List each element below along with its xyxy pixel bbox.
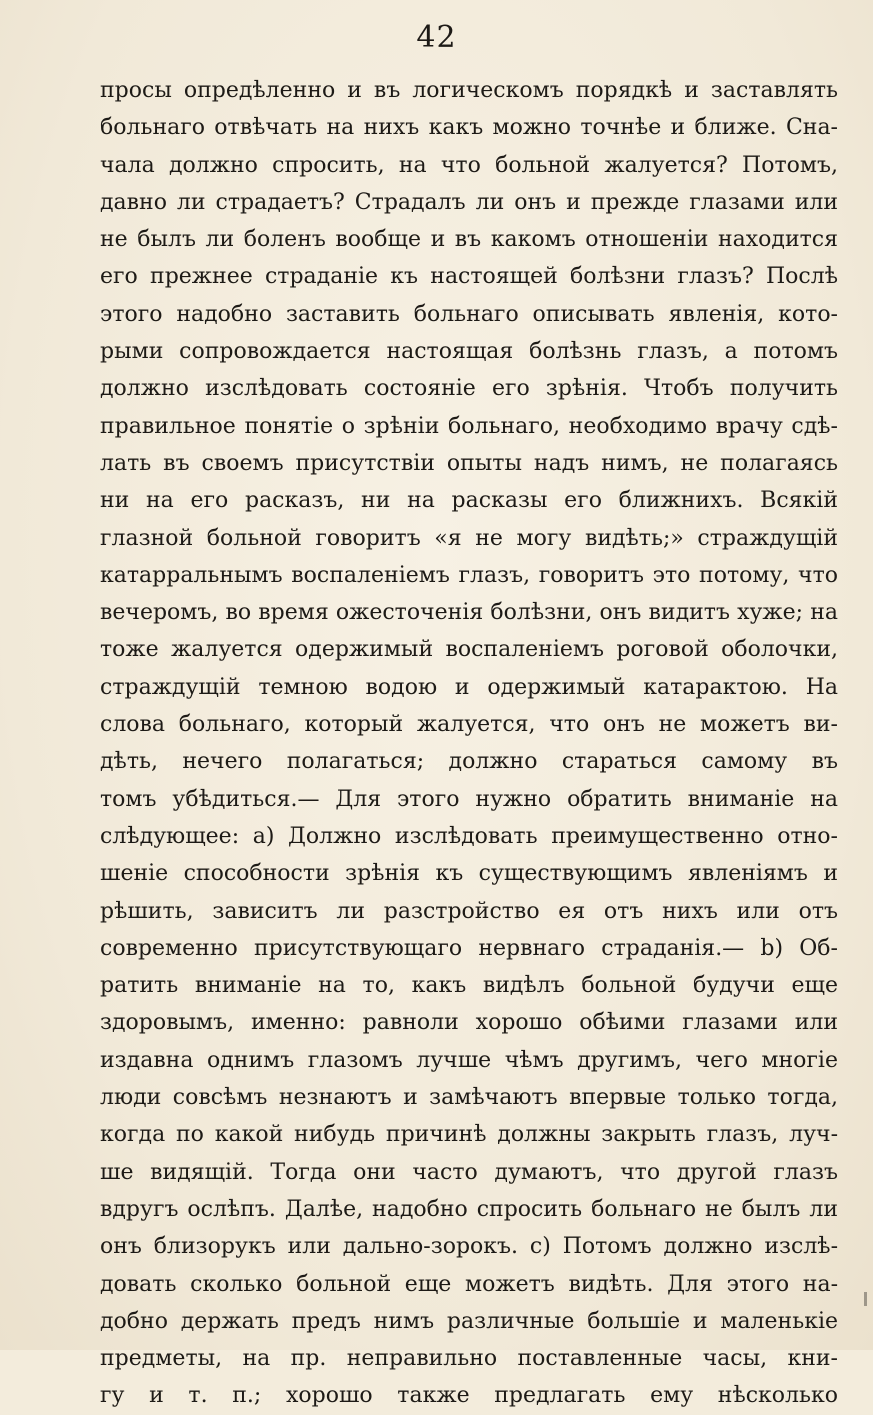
text-line: современно присутствующаго нервнаго страданія.— b) Об- <box>100 935 838 961</box>
text-line: ни на его расказъ, ни на расказы его ближнихъ. Всякій <box>100 488 838 514</box>
text-line: томъ убѣдиться.— Для этого нужно обратить вниманіе на <box>100 786 838 812</box>
text-line: тоже жалуется одержимый воспаленіемъ роговой оболочки, <box>100 637 838 663</box>
text-line: издавна однимъ глазомъ лучше чѣмъ другимъ, чего многіе <box>100 1047 838 1073</box>
text-line: дѣть, нечего полагаться; должно стараться самому въ <box>100 749 838 775</box>
text-line: глазной больной говоритъ «я не могу видѣть;» страждущій <box>100 525 838 551</box>
text-line: люди совсѣмъ незнаютъ и замѣчаютъ впервые только тогда, <box>100 1085 838 1111</box>
text-line: предметы, на пр. неправильно поставленные часы, кни- <box>100 1346 838 1372</box>
text-line: не былъ ли боленъ вообще и въ какомъ отношеніи находится <box>100 227 838 253</box>
text-line: ше видящій. Тогда они часто думаютъ, что другой глазъ <box>100 1159 838 1185</box>
page-text <box>100 72 838 1415</box>
text-line: рыми сопровождается настоящая болѣзнь глазъ, а потомъ <box>100 339 838 365</box>
text-line: просы опредѣленно и въ логическомъ порядкѣ и заставлять <box>100 78 838 103</box>
text-line: его прежнее страданіе къ настоящей болѣзни глазъ? Послѣ <box>100 264 838 290</box>
text-line: шеніе способности зрѣнія къ существующимъ явленіямъ и <box>100 861 838 887</box>
text-line: слова больнаго, который жалуется, что онъ не можетъ ви- <box>100 712 838 738</box>
text-line: здоровымъ, именно: равноли хорошо обѣими глазами или <box>100 1010 838 1036</box>
text-line: страждущій темною водою и одержимый катарактою. На <box>100 674 838 700</box>
text-line: лать въ своемъ присутствіи опыты надъ нимъ, не полагаясь <box>100 450 838 476</box>
text-line: больнаго отвѣчать на нихъ какъ можно точнѣе и ближе. Сна- <box>100 115 838 141</box>
text-line: добно держать предъ нимъ различные большіе и маленькіе <box>100 1308 838 1334</box>
text-line: гу и т. п.; хорошо также предлагать ему нѣсколько <box>100 1383 838 1409</box>
text-line: должно изслѣдовать состояніе его зрѣнія. Чтобъ получить <box>100 376 838 402</box>
text-line: довать сколько больной еще можетъ видѣть. Для этого на- <box>100 1271 838 1297</box>
text-line: правильное понятіе о зрѣніи больнаго, необходимо врачу сдѣ- <box>100 413 838 439</box>
text-line: чала должно спросить, на что больной жалуется? Потомъ, <box>100 152 838 178</box>
text-line: катарральнымъ воспаленіемъ глазъ, говоритъ это потому, что <box>100 562 838 588</box>
text-line: ратить вниманіе на то, какъ видѣлъ больной будучи еще <box>100 973 838 999</box>
text-line: этого надобно заставить больнаго описывать явленія, кото- <box>100 301 838 327</box>
text-line: вечеромъ, во время ожесточенія болѣзни, онъ видитъ хуже; на <box>100 600 838 626</box>
text-line: вдругъ ослѣпъ. Далѣе, надобно спросить больнаго не былъ ли <box>100 1196 838 1222</box>
text-line: онъ близорукъ или дально-зорокъ. с) Потомъ должно изслѣ- <box>100 1234 838 1260</box>
text-line: слѣдующее: а) Должно изслѣдовать преимущественно отно- <box>100 823 838 849</box>
text-line: рѣшить, зависитъ ли разстройство ея отъ нихъ или отъ <box>100 898 838 924</box>
edge-mark <box>864 1292 867 1306</box>
text-line: давно ли страдаетъ? Страдалъ ли онъ и прежде глазами или <box>100 189 838 215</box>
page-number: 42 <box>416 20 457 55</box>
text-line: когда по какой нибудь причинѣ должны закрыть глазъ, луч- <box>100 1122 838 1148</box>
